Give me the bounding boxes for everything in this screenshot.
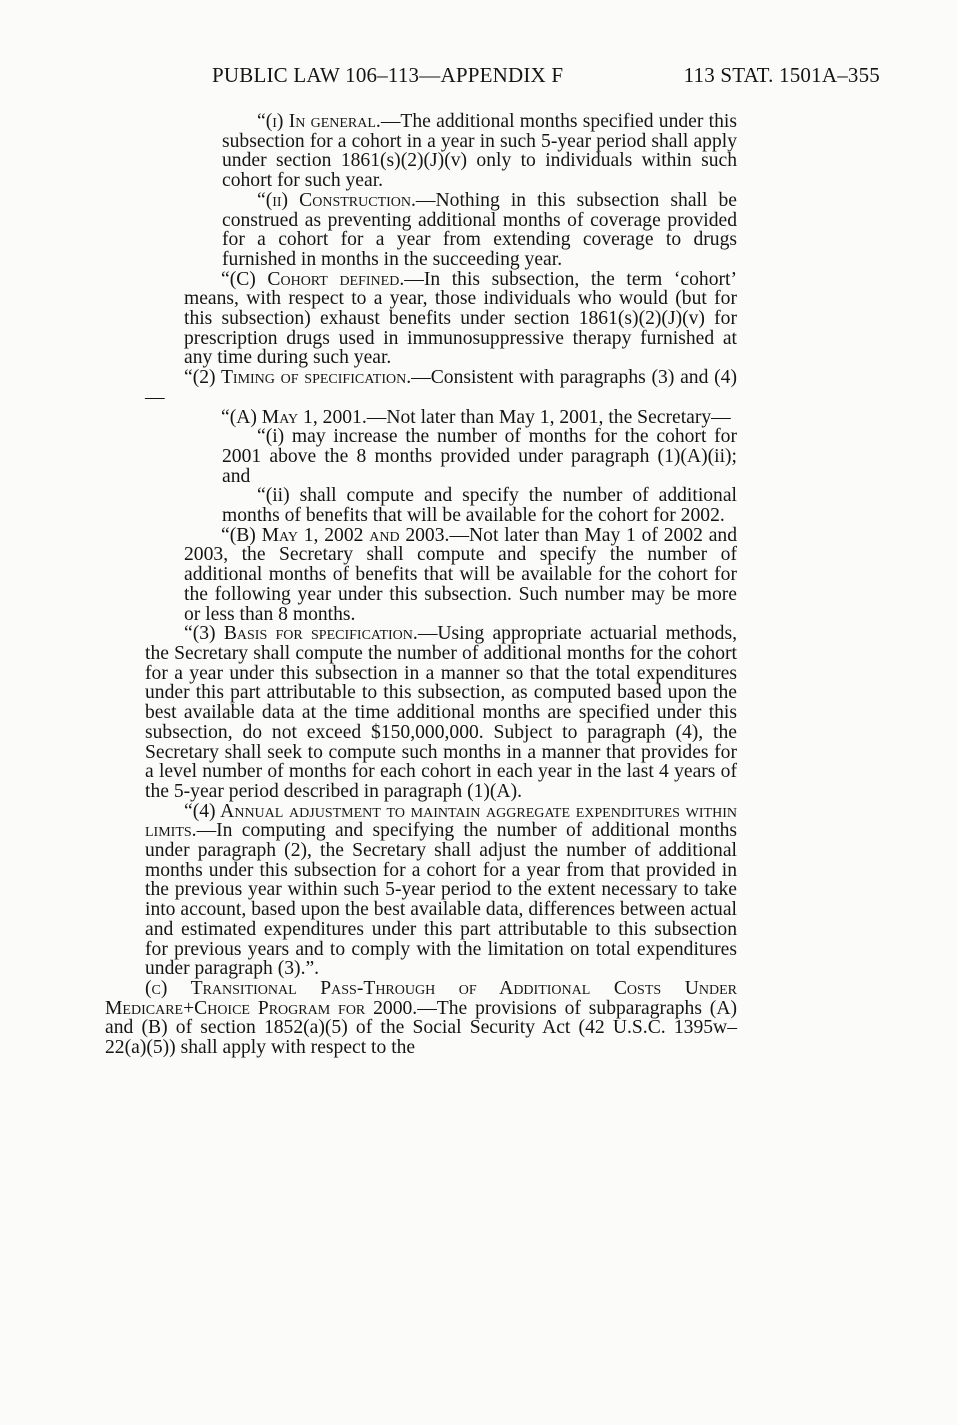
paragraph-a-may-2001 — [184, 408, 737, 428]
paragraph-text: —Consistent with paragraphs (3) and (4)— — [145, 367, 737, 408]
paragraph-heading: “(C) Cohort defined. — [221, 268, 405, 290]
paragraph-3-basis — [145, 624, 737, 801]
document-body — [0, 112, 957, 1058]
paragraph-text: “(ii) shall compute and specify the number of additional months of benefits that will be available for the cohort for 2002. — [222, 485, 737, 527]
paragraph-text: —The provisions of subparagraphs (A) and (B) of section 1852(a)(5) of the Social Security Act (42 U.S.C. 1395w–22(a)(5)) shall apply with respect to the — [105, 997, 737, 1059]
paragraph-heading: “(A) May 1, 2001. — [221, 406, 367, 428]
header-stat-citation: 113 STAT. 1501A–355 — [683, 63, 880, 87]
header-law-title: PUBLIC LAW 106–113—APPENDIX F — [212, 63, 564, 87]
paragraph-text: —The additional months specified under this subsection for a cohort in a year in such 5-year period shall apply under section 1861(s)(2)(J)(v) only to individuals within such cohort for such year. — [222, 111, 737, 192]
paragraph-i-in-general — [222, 112, 737, 191]
paragraph-text: —Nothing in this subsection shall be construed as preventing additional months of coverage provided for a cohort for a year from extending coverage to drugs furnished in months in the succeeding year. — [222, 189, 737, 270]
paragraph-c-transitional-pass-through — [105, 979, 737, 1058]
paragraph-heading: “(4) Annual adjustment to maintain aggregate expenditures within limits. — [145, 800, 737, 842]
paragraph-heading: “(ii) Construction. — [257, 189, 416, 211]
paragraph-heading: (c) Transitional Pass-Through of Additional Costs Under Medicare+Choice Program for 2000. — [105, 977, 737, 1019]
paragraph-ii-construction — [222, 191, 737, 270]
paragraph-b-may-2002-2003 — [184, 526, 737, 625]
paragraph-heading: “(i) In general. — [257, 111, 381, 132]
paragraph-4-annual-adjustment — [145, 802, 737, 979]
paragraph-text: —Not later than May 1, 2001, the Secretary— — [366, 406, 731, 428]
paragraph-text: “(i) may increase the number of months for the cohort for 2001 above the 8 months provided under paragraph (1)(A)(ii); and — [222, 426, 737, 487]
paragraph-a-i — [222, 427, 737, 486]
paragraph-heading: “(3) Basis for specification. — [184, 623, 418, 645]
paragraph-text: —Using appropriate actuarial methods, the Secretary shall compute the number of additional months for the cohort for a year under this subsection in a manner so that the total expenditures under this part attributable to this subsection, as computed based upon the best available data at the time additional months are specified under this subsection, do not exceed $150,000,000. Subject to paragraph (4), the Secretary shall seek to compute such months in a manner that provides for a level number of months for each cohort in each year in the last 4 years of the 5-year period described in paragraph (1)(A). — [145, 623, 737, 802]
paragraph-heading: “(2) Timing of specification. — [184, 367, 412, 389]
paragraph-heading: “(B) May 1, 2002 and 2003. — [221, 524, 450, 546]
paragraph-text: —In this subsection, the term ‘cohort’ means, with respect to a year, those individuals who would (but for this subsection) exhaust benefits under section 1861(s)(2)(J)(v) for prescription drugs used in immunosuppressive therapy furnished at any time during such year. — [184, 268, 737, 369]
paragraph-2-timing — [145, 368, 737, 407]
paragraph-a-ii — [222, 486, 737, 525]
paragraph-text: —Not later than May 1 of 2002 and 2003, the Secretary shall compute and specify the number of additional months of benefits that will be available for the cohort for the following year under this subsection. Such number may be more or less than 8 months. — [184, 524, 738, 625]
paragraph-c-cohort-defined — [184, 270, 737, 369]
paragraph-text: —In computing and specifying the number of additional months under paragraph (2), the Secretary shall adjust the number of additional months under this subsection for a cohort for a year from that provided in the previous year within such 5-year period to the extent necessary to take into account, based upon the best available data, differences between actual and estimated expenditures under this part attributable to this subsection for previous years and to comply with the limitation on total expenditures under paragraph (3).”. — [145, 820, 737, 980]
